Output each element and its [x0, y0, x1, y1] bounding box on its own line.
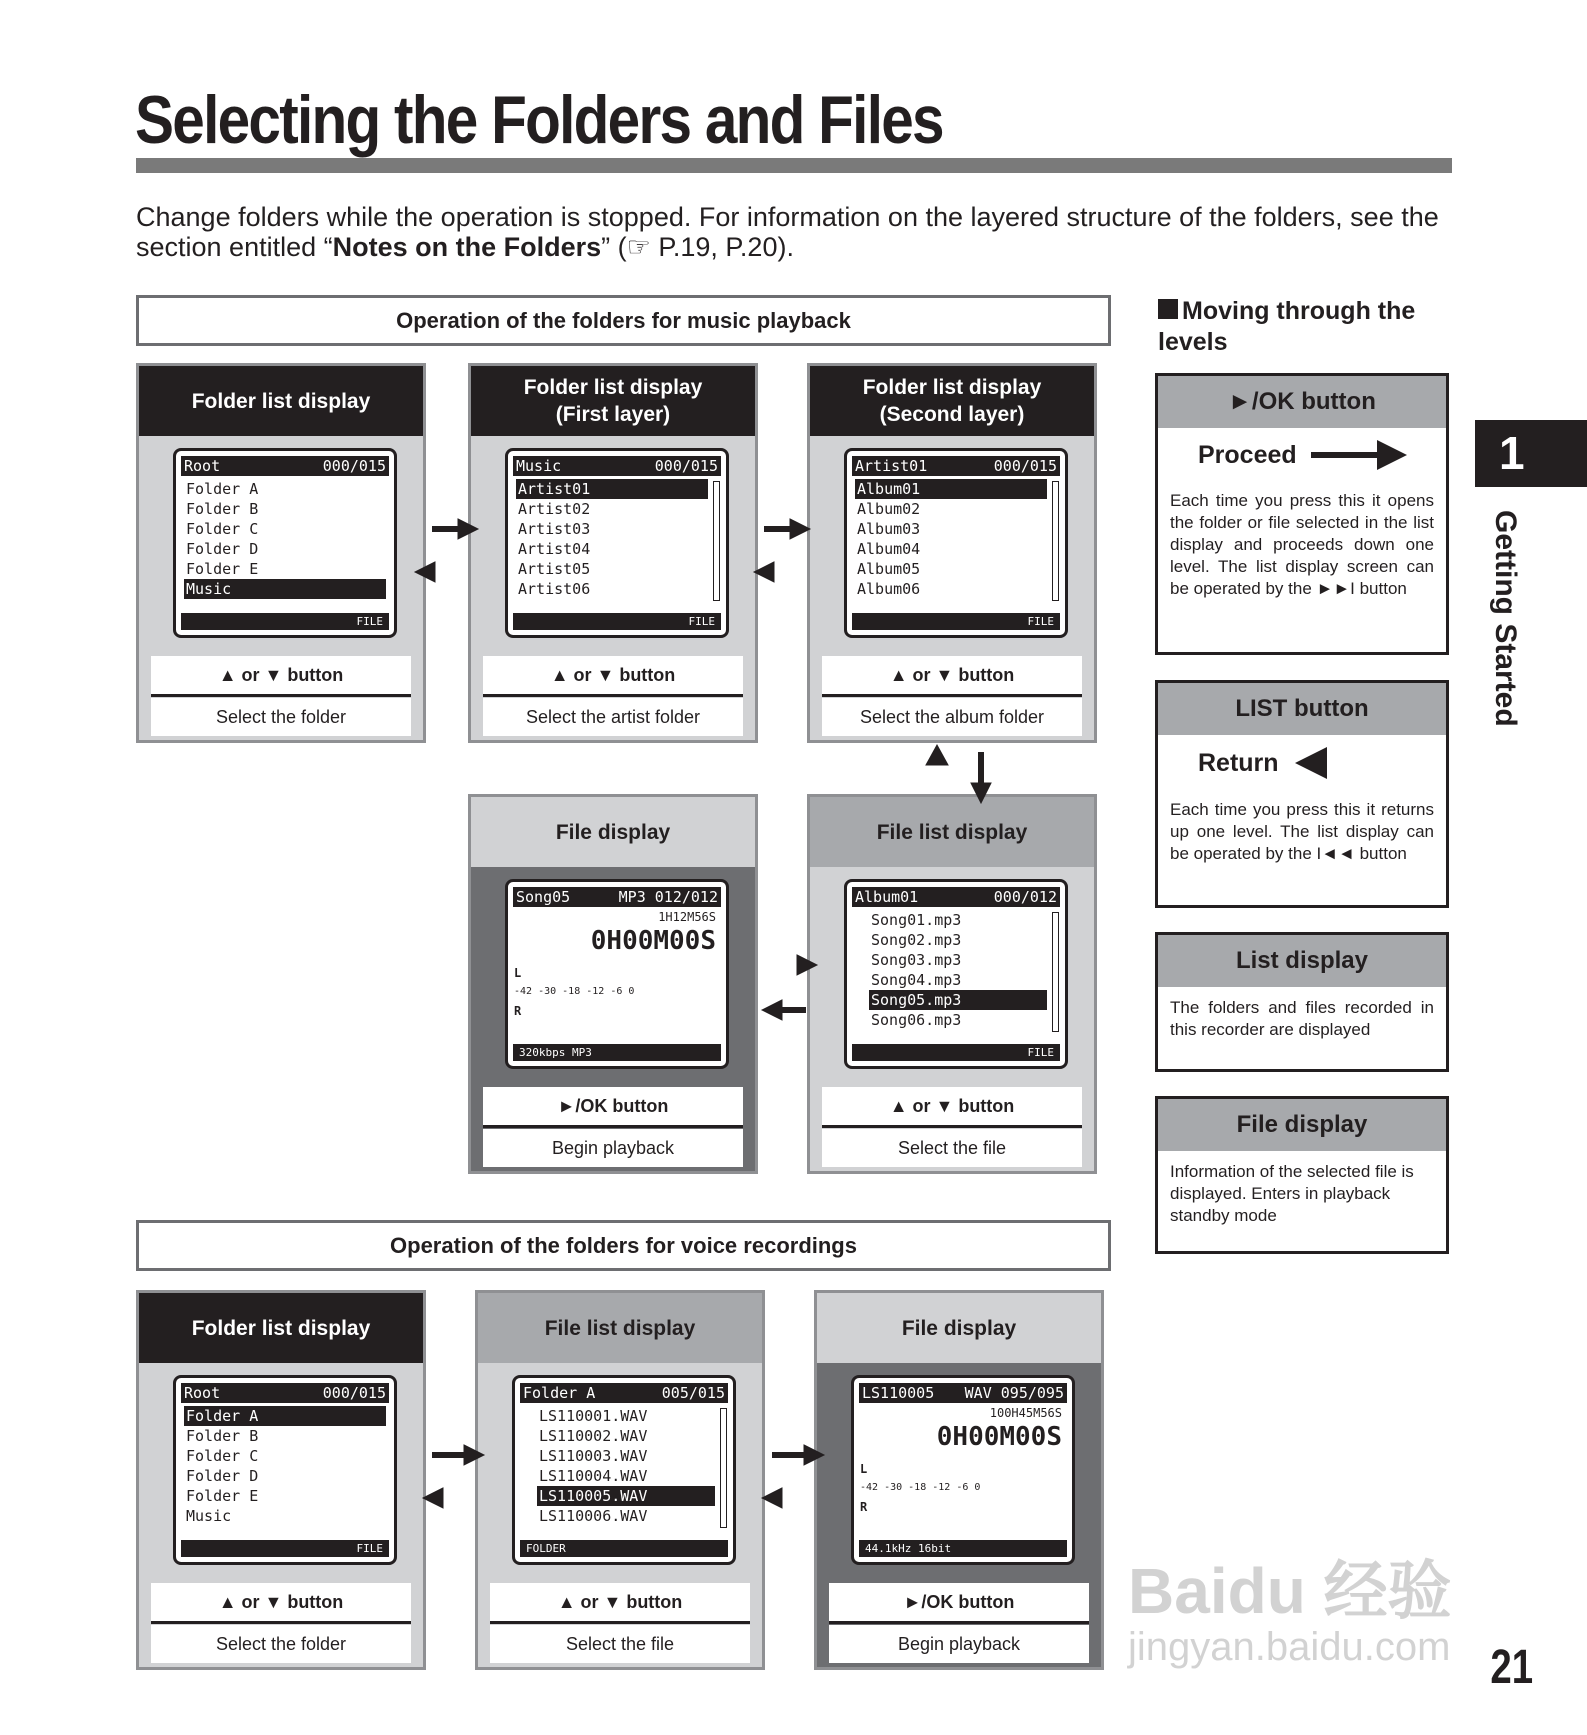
list-item[interactable]: Folder D [186, 1467, 259, 1485]
list-item[interactable]: Album06 [857, 580, 921, 598]
button-label: ▲ or ▼ button [822, 1087, 1082, 1128]
list-item[interactable]: Folder D [186, 540, 259, 558]
lcd-count: MP3 012/012 [618, 888, 718, 906]
arrow-left-head [762, 1488, 782, 1508]
return-label [1158, 735, 1446, 789]
watermark-logo: Baidu 经验 [1128, 1555, 1452, 1627]
lcd-footer: FILE [852, 613, 1060, 630]
list-item[interactable]: Folder A [186, 480, 259, 498]
level-meter: -42 -30 -18 -12 -6 0 [514, 986, 635, 997]
intro-bold: Notes on the Folders [332, 232, 602, 262]
panel-header-line1: Folder list display [523, 376, 703, 399]
lcd-footer: FOLDER [520, 1540, 728, 1557]
lcd-title: Folder A [523, 1384, 596, 1402]
list-item[interactable]: Song03.mp3 [871, 951, 962, 969]
button-action: Select the folder [151, 698, 411, 736]
button-action: Select the artist folder [483, 698, 743, 736]
lcd-footer: FILE [852, 1044, 1060, 1061]
list-item[interactable]: Artist06 [518, 580, 591, 598]
list-item[interactable]: LS110006.WAV [539, 1507, 648, 1525]
panel-header-line2: (Second layer) [879, 403, 1025, 426]
ok-button-desc: Each time you press this it opens the folder or file selected in the list display and proceeds down one level. The list display screen can be operated by the ►►I button [1170, 491, 1434, 598]
file-length: 1H12M56S [658, 910, 716, 924]
list-item[interactable]: Folder B [186, 500, 259, 518]
list-item[interactable]: Artist02 [518, 500, 591, 518]
list-item[interactable]: Song01.mp3 [871, 911, 962, 929]
button-action: Select the file [822, 1129, 1082, 1167]
lcd-title: Album01 [855, 888, 919, 906]
list-item[interactable]: Music [186, 1507, 232, 1525]
button-label: ►/OK button [829, 1583, 1089, 1624]
arrow-right-head [464, 1445, 484, 1465]
arrow-left-head [754, 562, 774, 582]
list-item[interactable]: Song02.mp3 [871, 931, 962, 949]
arrow-up-head [926, 745, 948, 765]
lcd-count: 005/015 [661, 1384, 725, 1402]
lcd-count: 000/012 [993, 888, 1057, 906]
intro-pre: Change folders while the operation is stopped. For information on the layered structure of the folders, see the section entitled “ [136, 202, 1439, 262]
lcd-title: Song05 [516, 888, 571, 906]
level-left-label: L [514, 966, 522, 980]
lcd-count: 000/015 [993, 457, 1057, 475]
level-right-label: R [514, 1004, 522, 1018]
arrow-left-head [415, 562, 435, 582]
lcd-footer: FILE [513, 613, 721, 630]
arrow-right-icon [1311, 440, 1411, 470]
list-item[interactable]: Folder B [186, 1427, 259, 1445]
lcd-title: Root [184, 457, 221, 475]
list-item[interactable]: LS110003.WAV [539, 1447, 648, 1465]
button-action: Select the folder [151, 1625, 411, 1663]
lcd-title: Artist01 [855, 457, 928, 475]
level-left-label: L [860, 1462, 868, 1476]
button-action: Begin playback [483, 1129, 743, 1167]
arrow-left-head [423, 1488, 443, 1508]
panel-header: File display [471, 797, 755, 867]
music-section-header: Operation of the folders for music playback [136, 295, 1111, 346]
lcd-footer: FILE [181, 1540, 389, 1557]
button-action: Select the file [490, 1625, 750, 1663]
level-right-label: R [860, 1500, 868, 1514]
list-item[interactable]: Album04 [857, 540, 921, 558]
list-item-selected[interactable]: Folder A [184, 1406, 386, 1426]
watermark-url: jingyan.baidu.com [1128, 1625, 1451, 1669]
lcd-footer: FILE [181, 613, 389, 630]
arrow-right-head [458, 519, 478, 539]
panel-header-line2: (First layer) [555, 403, 671, 426]
button-label: ▲ or ▼ button [151, 656, 411, 697]
chapter-tab: 1 [1475, 420, 1587, 487]
button-label: ▲ or ▼ button [483, 656, 743, 697]
page-title: Selecting the Folders and Files [135, 82, 943, 158]
arrow-right-head [804, 1445, 824, 1465]
file-length: 100H45M56S [989, 1406, 1062, 1420]
list-item[interactable]: Song06.mp3 [871, 1011, 962, 1029]
elapsed-time: 0H00M00S [590, 926, 716, 956]
arrow-left-head [762, 1000, 782, 1020]
level-meter: -42 -30 -18 -12 -6 0 [860, 1482, 981, 1493]
list-item[interactable]: LS110001.WAV [539, 1407, 648, 1425]
list-item[interactable]: Artist04 [518, 540, 591, 558]
list-item-selected[interactable]: Album01 [855, 479, 1047, 499]
intro-post: ” (☞ P.19, P.20). [601, 232, 794, 262]
list-item-selected[interactable]: Artist01 [516, 479, 708, 499]
proceed-text: Proceed [1198, 440, 1297, 469]
list-item-selected[interactable]: Music [184, 579, 386, 599]
list-item[interactable]: Album05 [857, 560, 921, 578]
list-display-box [1155, 932, 1449, 1072]
panel-header: File list display [478, 1293, 762, 1363]
panel-header: File list display [810, 797, 1094, 867]
list-item[interactable]: LS110004.WAV [539, 1467, 648, 1485]
lcd-footer: 44.1kHz 16bit [859, 1540, 1067, 1557]
list-button-head: LIST button [1158, 683, 1446, 735]
panel-header-line1: Folder list display [862, 376, 1042, 399]
ok-button-box [1155, 373, 1449, 655]
panel-header: File display [817, 1293, 1101, 1363]
arrow-down-head [971, 783, 991, 803]
arrow-right-head [797, 955, 817, 975]
file-display-head: File display [1158, 1099, 1446, 1151]
arrow-left-icon [1293, 747, 1329, 779]
list-button-box [1155, 680, 1449, 908]
lcd-count: 000/015 [322, 1384, 386, 1402]
lcd-title: Music [516, 457, 562, 475]
arrow-right-head [790, 519, 810, 539]
button-label: ►/OK button [483, 1087, 743, 1128]
elapsed-time: 0H00M00S [936, 1422, 1062, 1452]
list-item[interactable]: Folder E [186, 1487, 259, 1505]
list-item[interactable]: LS110002.WAV [539, 1427, 648, 1445]
list-item[interactable]: Folder C [186, 520, 259, 538]
list-item[interactable]: Artist05 [518, 560, 591, 578]
list-item[interactable]: Album02 [857, 500, 921, 518]
ok-button-head: ►/OK button [1158, 376, 1446, 428]
lcd-footer: 320kbps MP3 [513, 1044, 721, 1061]
list-item[interactable]: Folder E [186, 560, 259, 578]
button-label: ▲ or ▼ button [151, 1583, 411, 1624]
file-display-box [1155, 1096, 1449, 1254]
button-action: Begin playback [829, 1625, 1089, 1663]
file-display-desc: Information of the selected file is displayed. Enters in playback standby mode [1170, 1162, 1414, 1225]
lcd-title: LS110005 [862, 1384, 935, 1402]
button-label: ▲ or ▼ button [490, 1583, 750, 1624]
lcd-count: 000/015 [322, 457, 386, 475]
button-label: ▲ or ▼ button [822, 656, 1082, 697]
return-text: Return [1198, 748, 1279, 777]
lcd-count: 000/015 [654, 457, 718, 475]
square-bullet-icon [1158, 299, 1178, 319]
page-number: 21 [1490, 1641, 1534, 1694]
list-item[interactable]: Artist03 [518, 520, 591, 538]
list-item-selected[interactable]: Song05.mp3 [869, 990, 1047, 1010]
side-heading [1158, 296, 1448, 358]
panel-header: Folder list display [139, 1293, 423, 1363]
list-display-desc: The folders and files recorded in this recorder are displayed [1170, 998, 1434, 1039]
panel-header: Folder list display [139, 366, 423, 436]
list-button-desc: Each time you press this it returns up one level. The list display can be operated by the I◄◄ button [1170, 800, 1434, 863]
list-item[interactable]: Folder C [186, 1447, 259, 1465]
button-action: Select the album folder [822, 698, 1082, 736]
chapter-label: Getting Started [1489, 510, 1522, 727]
voice-section-header: Operation of the folders for voice recordings [136, 1220, 1111, 1271]
list-display-head: List display [1158, 935, 1446, 987]
list-item-selected[interactable]: LS110005.WAV [537, 1486, 715, 1506]
lcd-title: Root [184, 1384, 221, 1402]
list-item[interactable]: Album03 [857, 520, 921, 538]
list-item[interactable]: Song04.mp3 [871, 971, 962, 989]
lcd-count: WAV 095/095 [964, 1384, 1064, 1402]
side-heading-text: Moving through the levels [1158, 297, 1416, 356]
proceed-label [1158, 428, 1446, 480]
